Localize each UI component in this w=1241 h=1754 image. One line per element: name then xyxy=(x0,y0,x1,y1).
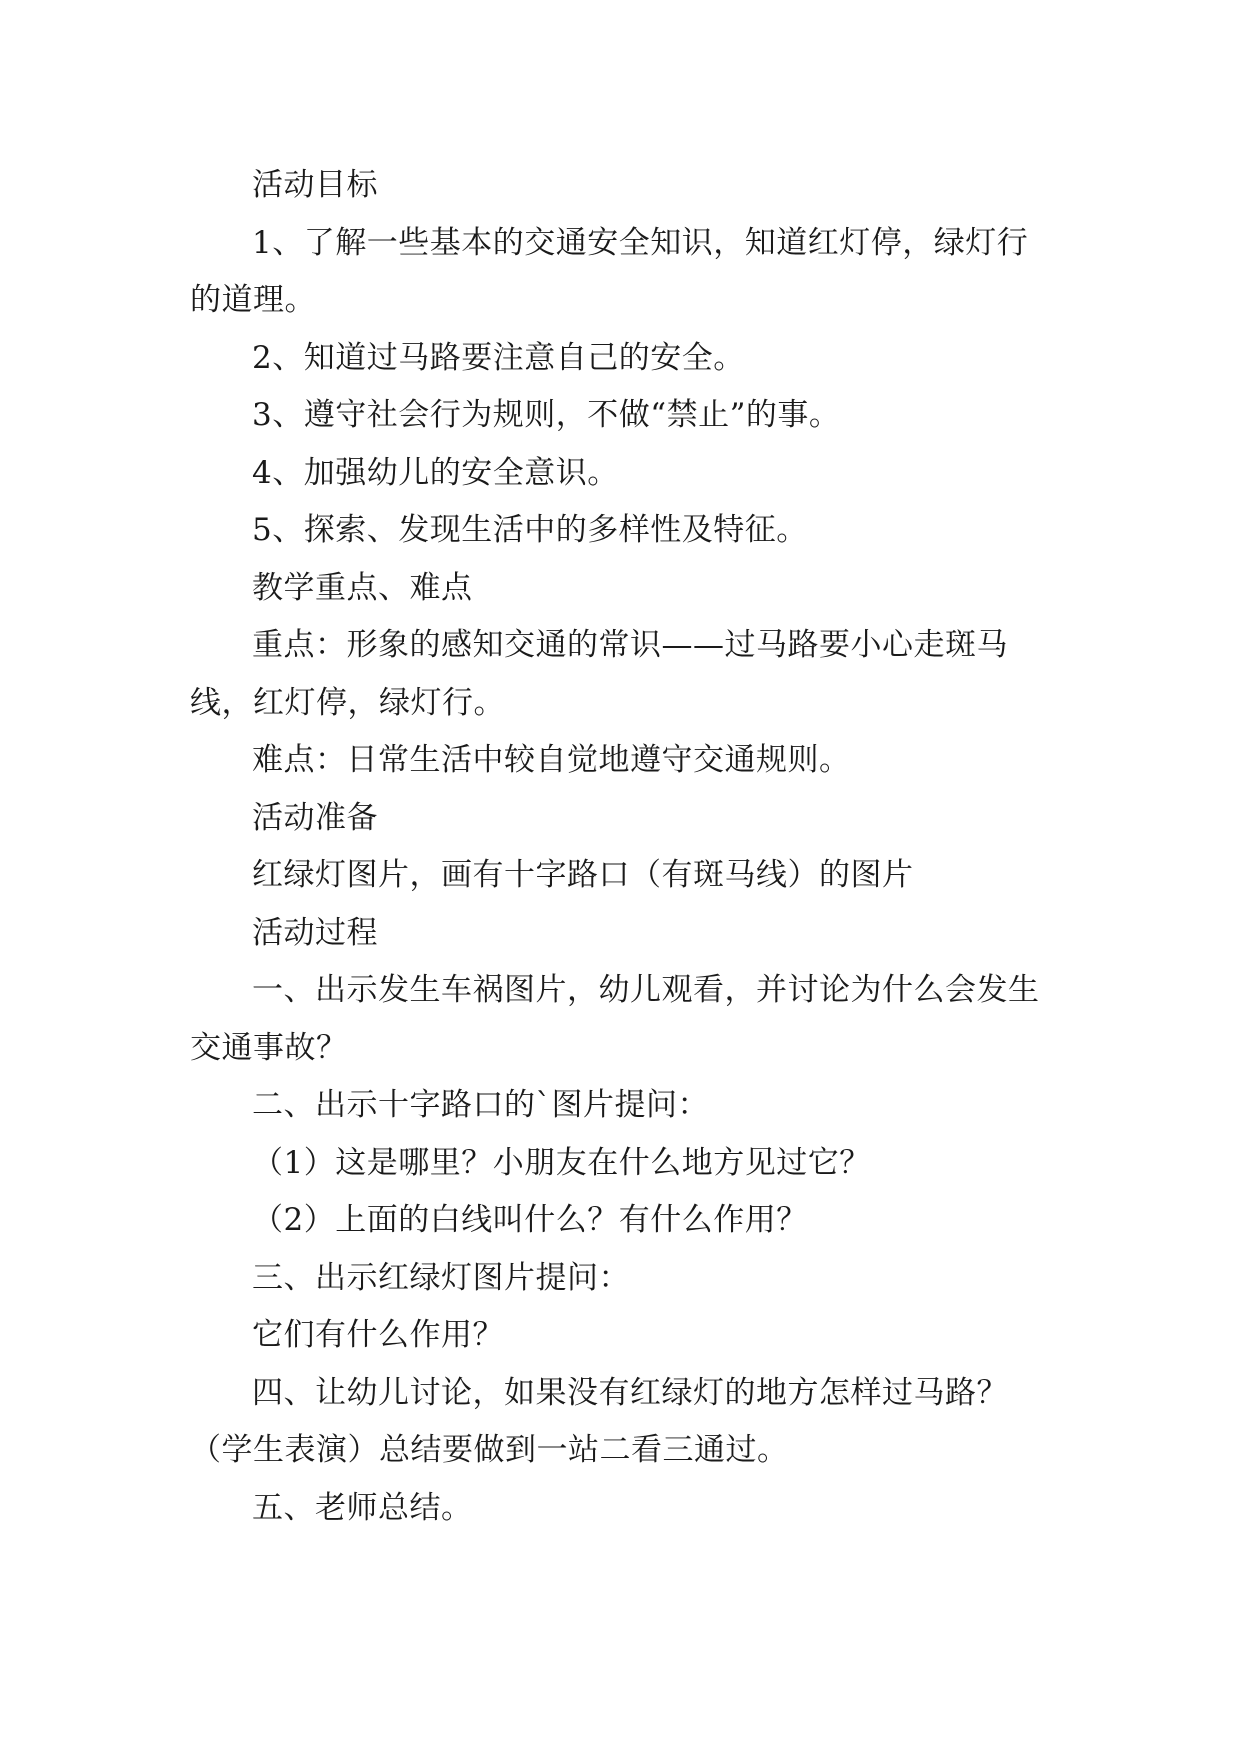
goal-item-1: 1、了解一些基本的交通安全知识，知道红灯停，绿灯行的道理。 xyxy=(190,224,1029,318)
process-step-3-question: 它们有什么作用？ xyxy=(252,1317,504,1353)
goal-item-3: 3、遵守社会行为规则，不做“禁止”的事。 xyxy=(252,397,841,433)
document-body xyxy=(190,157,1052,1537)
section-heading-key-points: 教学重点、难点 xyxy=(252,569,473,606)
process-step-4: 四、让幼儿讨论，如果没有红绿灯的地方怎样过马路？（学生表演）总结要做到一站二看三通过。 xyxy=(190,1374,1008,1468)
section-heading-preparation: 活动准备 xyxy=(252,799,378,836)
goal-item-5: 5、探索、发现生活中的多样性及特征。 xyxy=(252,512,808,548)
process-question-2: （2）上面的白线叫什么？有什么作用？ xyxy=(252,1202,808,1238)
goal-item-4: 4、加强幼儿的安全意识。 xyxy=(252,454,619,491)
process-step-3: 三、出示红绿灯图片提问： xyxy=(252,1259,630,1296)
goal-item-2: 2、知道过马路要注意自己的安全。 xyxy=(252,339,745,376)
difficulty-paragraph: 难点：日常生活中较自觉地遵守交通规则。 xyxy=(252,742,851,778)
process-step-2: 二、出示十字路口的`图片提问： xyxy=(252,1087,709,1123)
preparation-paragraph: 红绿灯图片，画有十字路口（有斑马线）的图片 xyxy=(252,857,914,893)
process-step-5: 五、老师总结。 xyxy=(252,1489,473,1526)
process-step-1: 一、出示发生车祸图片，幼儿观看，并讨论为什么会发生交通事故？ xyxy=(190,972,1040,1066)
process-question-1: （1）这是哪里？小朋友在什么地方见过它？ xyxy=(252,1144,871,1181)
section-heading-goals: 活动目标 xyxy=(252,167,378,203)
key-point-paragraph: 重点：形象的感知交通的常识——过马路要小心走斑马线，红灯停，绿灯行。 xyxy=(190,627,1008,721)
section-heading-process: 活动过程 xyxy=(252,914,378,951)
